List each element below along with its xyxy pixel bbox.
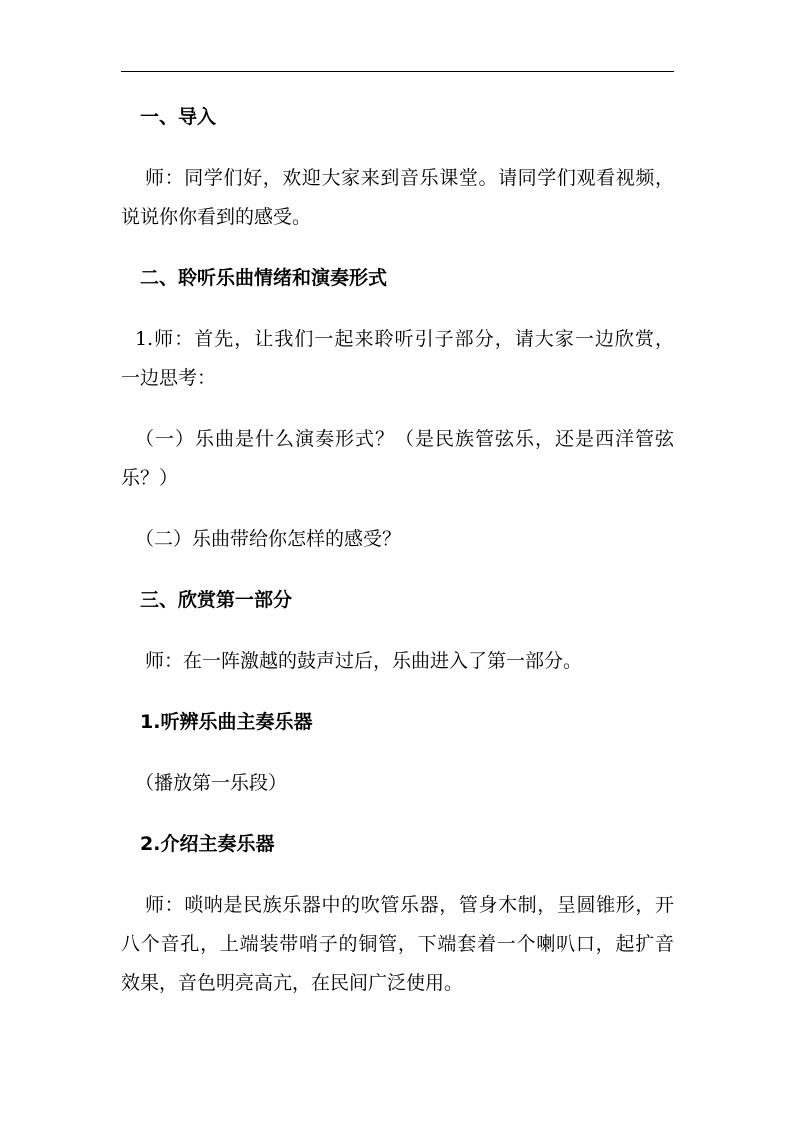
- paragraph-line: 八个音孔，上端装带哨子的铜管，下端套着一个喇叭口，起扩音: [121, 933, 674, 955]
- paragraph-line: 乐？）: [121, 467, 179, 489]
- paragraph-line: 1.师：首先，让我们一起来聆听引子部分，请大家一边欣赏，: [135, 328, 674, 350]
- paragraph-line: 一边思考：: [121, 367, 217, 389]
- section-heading-intro: 一、导入: [140, 106, 217, 128]
- document-content: [121, 98, 674, 1003]
- paragraph-line: （二）乐曲带给你怎样的感受？: [135, 528, 402, 550]
- header-rule: [121, 71, 674, 72]
- section-heading-part-one: 三、欣赏第一部分: [140, 589, 293, 611]
- paragraph-line: 说说你你看到的感受。: [121, 206, 312, 228]
- subheading-introduce-instrument: 2.介绍主奏乐器: [140, 833, 275, 855]
- subheading-identify-instrument: 1.听辨乐曲主奏乐器: [140, 711, 313, 733]
- paragraph-line: 师：同学们好，欢迎大家来到音乐课堂。请同学们观看视频，: [145, 167, 674, 189]
- paragraph-line: 效果，音色明亮高亢，在民间广泛使用。: [121, 972, 464, 994]
- paragraph-line: 师：在一阵激越的鼓声过后，乐曲进入了第一部分。: [145, 650, 583, 672]
- section-heading-listening: 二、聆听乐曲情绪和演奏形式: [140, 267, 388, 289]
- paragraph-line: （播放第一乐段）: [135, 772, 288, 794]
- paragraph-line: 师：唢呐是民族乐器中的吹管乐器，管身木制，呈圆锥形，开: [145, 894, 674, 916]
- paragraph-line: （一）乐曲是什么演奏形式？（是民族管弦乐，还是西洋管弦: [135, 428, 674, 450]
